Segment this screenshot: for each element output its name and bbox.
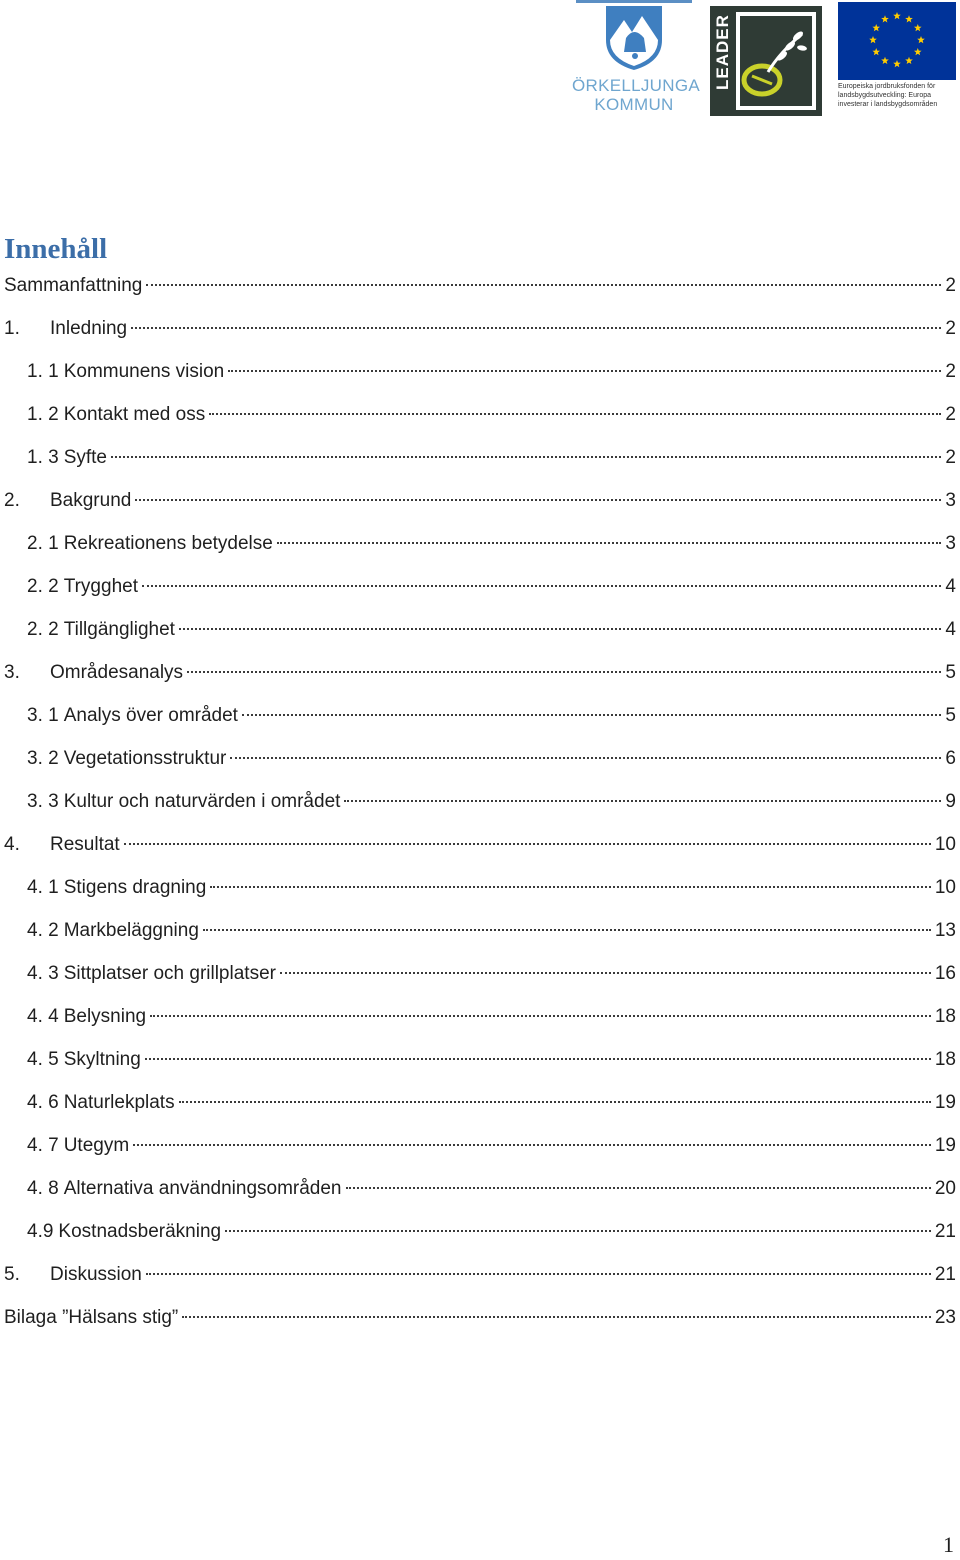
toc-dot-leader [150,1015,931,1017]
toc-dot-leader [277,542,942,544]
toc-entry-number: 1. 2 [27,404,59,425]
toc-entry-number: 4. 4 [27,1006,59,1027]
toc-entry-page: 23 [934,1307,956,1328]
toc-entry-page: 3 [945,533,956,554]
toc-entry[interactable] [4,1042,956,1085]
toc-entry-title: Tillgänglighet [63,619,175,640]
toc-entry-number: 3. [4,662,20,683]
toc-dot-leader [111,456,941,458]
toc-entry[interactable] [4,655,956,698]
toc-entry-page: 2 [945,447,956,468]
toc-dot-leader [182,1316,931,1318]
toc-entry[interactable] [4,870,956,913]
toc-entry-title: Rekreationens betydelse [63,533,273,554]
toc-entry-number: 4. 8 [27,1178,59,1199]
toc-entry-number: 4. 5 [27,1049,59,1070]
toc-entry-page: 2 [945,275,956,296]
page-number: 1 [943,1532,954,1557]
toc-entry[interactable] [4,483,956,526]
toc-dot-leader [124,843,931,845]
toc-entry-number: 3. 2 [27,748,59,769]
toc-entry[interactable] [4,741,956,784]
toc-entry-title: Kontakt med oss [63,404,206,425]
eu-flag-logo [838,2,956,120]
toc-entry[interactable] [4,440,956,483]
toc-dot-leader [131,327,941,329]
toc-entry-number: 4. 7 [27,1135,59,1156]
kommun-coat-of-arms-icon [572,0,696,72]
toc-entry-page: 6 [945,748,956,769]
toc-entry-title: Kommunens vision [63,361,225,382]
kommun-name-line2: KOMMUN [594,95,674,114]
toc-entry[interactable] [4,397,956,440]
toc-entry[interactable] [4,1300,956,1343]
toc-entry-title: Naturlekplats [63,1092,175,1113]
toc-entry-page: 19 [934,1092,956,1113]
toc-entry-page: 5 [945,662,956,683]
toc-entry[interactable] [4,999,956,1042]
eu-caption-line: investerar i landsbygdsområden [838,101,938,108]
toc-entry-page: 5 [945,705,956,726]
toc-entry[interactable] [4,956,956,999]
toc-entry-title: Trygghet [63,576,138,597]
toc-entry[interactable] [4,913,956,956]
toc-entry[interactable] [4,612,956,655]
toc-entry-number: 3. 1 [27,705,59,726]
toc-entry-title: Bakgrund [50,490,132,511]
toc-entry[interactable] [4,526,956,569]
toc-entry[interactable] [4,569,956,612]
eu-caption-line: Europeiska jordbruksfonden för [838,83,936,90]
toc-entry-number: 4. 6 [27,1092,59,1113]
toc-dot-leader [230,757,941,759]
toc-dot-leader [179,628,941,630]
toc-dot-leader [242,714,941,716]
toc-dot-leader [203,929,931,931]
toc-dot-leader [133,1144,931,1146]
toc-dot-leader [146,1273,931,1275]
toc-entry-number: 2. 2 [27,619,59,640]
toc-entry-page: 10 [934,834,956,855]
toc-entry[interactable] [4,1171,956,1214]
toc-dot-leader [280,972,931,974]
toc-entry-number: 4.9 [27,1221,54,1242]
eu-caption-line: landsbygdsutveckling: Europa [838,92,932,99]
toc-entry-title: Områdesanalys [50,662,184,683]
toc-entry-number: 2. 1 [27,533,59,554]
toc-entry-page: 4 [945,576,956,597]
toc-dot-leader [228,370,941,372]
toc-entry-number: 1. 3 [27,447,59,468]
toc-entry-page: 21 [934,1264,956,1285]
eu-caption [838,82,956,109]
toc-entry-page: 21 [934,1221,956,1242]
toc-entry[interactable] [4,1128,956,1171]
toc-entry[interactable] [4,698,956,741]
toc-entry-page: 20 [934,1178,956,1199]
toc-entry-page: 2 [945,318,956,339]
toc-entry-title: Markbeläggning [63,920,199,941]
toc-entry-title: Sammanfattning [4,275,143,296]
toc-entry[interactable] [4,1214,956,1257]
toc-entry-page: 19 [934,1135,956,1156]
toc-dot-leader [179,1101,931,1103]
toc-entry[interactable] [4,784,956,827]
toc-entry-title: Kostnadsberäkning [58,1221,222,1242]
toc-entry-page: 16 [934,963,956,984]
toc-entry-title: Bilaga ”Hälsans stig” [4,1307,179,1328]
toc-entry-page: 10 [934,877,956,898]
leader-wordmark [710,6,734,116]
toc-entry-title: Analys över området [63,705,238,726]
toc-entry-number: 3. 3 [27,791,59,812]
toc-entry[interactable] [4,1257,956,1300]
toc-entry-number: 4. [4,834,20,855]
toc-entry[interactable] [4,354,956,397]
toc-dot-leader [346,1187,931,1189]
toc-entry-page: 18 [934,1006,956,1027]
toc-entry-title: Diskussion [50,1264,142,1285]
toc-dot-leader [187,671,941,673]
orkelljunga-kommun-logo [572,0,701,118]
toc-entry[interactable] [4,827,956,870]
toc-entry-number: 4. 3 [27,963,59,984]
svg-text:LEADER: LEADER [713,14,732,90]
toc-entry-title: Stigens dragning [63,877,207,898]
toc-entry-page: 2 [945,361,956,382]
toc-entry-title: Belysning [63,1006,147,1027]
toc-entry[interactable] [4,268,956,311]
toc-entry-title: Inledning [50,318,128,339]
toc-entry[interactable] [4,311,956,354]
toc-dot-leader [225,1230,931,1232]
toc-dot-leader [210,886,931,888]
leader-logo [710,6,822,116]
toc-heading: Innehåll [4,233,108,265]
toc-entry-title: Kultur och naturvärden i området [63,791,341,812]
toc-entry-number: 1. [4,318,20,339]
toc-dot-leader [209,413,941,415]
toc-entry-number: 4. 2 [27,920,59,941]
toc-entry-title: Utegym [63,1135,130,1156]
toc-dot-leader [135,499,941,501]
toc-entry-page: 2 [945,404,956,425]
toc-entry-title: Skyltning [63,1049,141,1070]
toc-dot-leader [142,585,941,587]
toc-dot-leader [344,800,941,802]
logo-bar [572,0,960,122]
toc-dot-leader [146,284,941,286]
toc-entry-page: 18 [934,1049,956,1070]
toc-entry-page: 9 [945,791,956,812]
eu-flag-icon [838,2,956,80]
toc-entry[interactable] [4,1085,956,1128]
toc-entry-page: 3 [945,490,956,511]
toc-entry-number: 4. 1 [27,877,59,898]
toc-entry-title: Syfte [63,447,108,468]
toc-entry-number: 2. [4,490,20,511]
toc-entry-page: 13 [934,920,956,941]
toc-entry-number: 5. [4,1264,20,1285]
toc-entry-title: Resultat [50,834,120,855]
toc-entry-number: 2. 2 [27,576,59,597]
toc-entry-number: 1. 1 [27,361,59,382]
toc-dot-leader [145,1058,931,1060]
toc-entry-page: 4 [945,619,956,640]
toc-entry-title: Vegetationsstruktur [63,748,227,769]
toc-entry-title: Alternativa användningsområden [63,1178,342,1199]
toc-entry-title: Sittplatser och grillplatser [63,963,276,984]
kommun-name-line1: ÖRKELLJUNGA [572,76,701,95]
table-of-contents [4,268,956,1343]
